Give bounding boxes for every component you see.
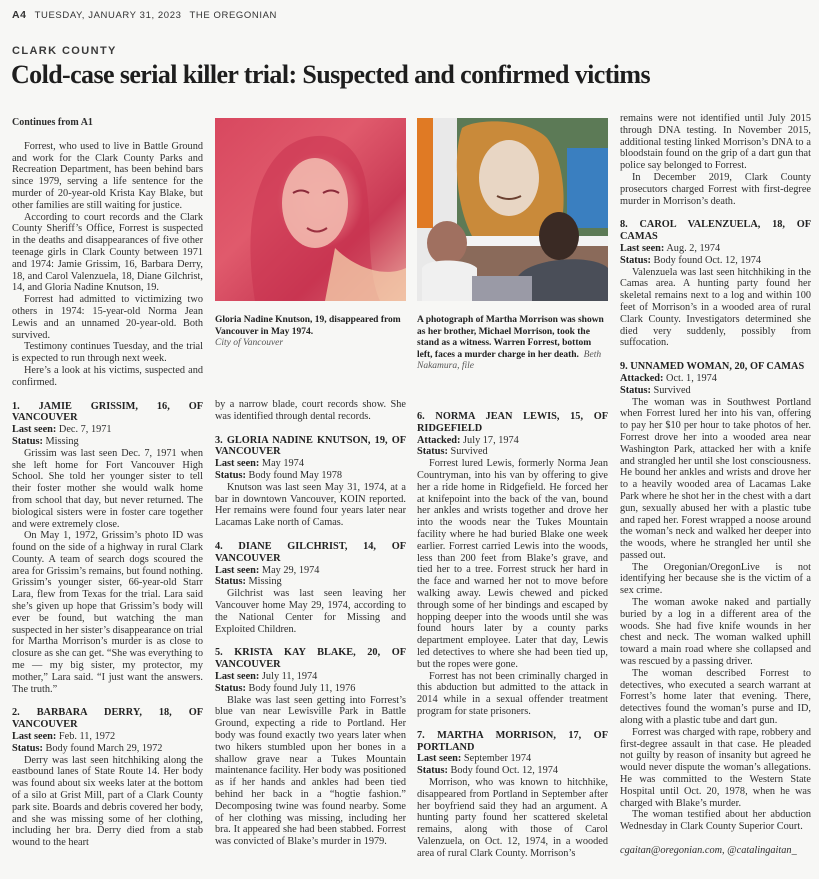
fact-label: Status: — [12, 742, 43, 754]
victim-entry — [620, 219, 811, 349]
page-number: A4 — [12, 9, 27, 21]
intro-paragraph: Testimony continues Tuesday, and the trial is expected to run through next week. — [12, 341, 203, 365]
headline: Cold-case serial killer trial: Suspected and confirmed victims — [11, 60, 650, 89]
victim-paragraph-continued: by a narrow blade, court records show. She was identified through dental records. — [215, 399, 406, 422]
victim-fact — [417, 435, 608, 447]
victim-heading: 1. JAMIE GRISSIM, 16, OF VANCOUVER — [12, 400, 203, 424]
article-column-4 — [620, 113, 811, 857]
article-column-2 — [215, 399, 406, 848]
fact-label: Attacked: — [417, 434, 461, 446]
victim-heading: 7. MARTHA MORRISON, 17, OF PORTLAND — [417, 729, 608, 753]
fact-value: Survived — [450, 446, 488, 458]
victim-entry — [12, 401, 203, 696]
fact-label: Status: — [417, 765, 448, 777]
intro-paragraph: According to court records and the Clark County Sheriff’s Office, Forrest is suspected in the deaths and disappearances of five other teenage girls in Clark County between 1971 and 1974: Jamie Grissim, 16, Barbara Derry, 18, and Carol Valenzuela, 18, Diane Gilchrist, 14, and Gloria Nadine Knutson, 19. — [12, 211, 203, 294]
fact-value: July 11, 1974 — [261, 670, 318, 682]
intro-paragraph: Here’s a look at his victims, suspected and confirmed. — [12, 364, 203, 388]
fact-value: Body found Oct. 12, 1974 — [653, 254, 762, 266]
victim-paragraph: Forrest has not been criminally charged in this abduction but admitted to the attack in 2014 while in a sexual offender treatment program for state prisoners. — [417, 670, 608, 717]
fact-value: Body found May 1978 — [248, 469, 343, 481]
fact-label: Last seen: — [417, 753, 462, 765]
fact-label: Last seen: — [215, 670, 260, 682]
fact-value: Aug. 2, 1974 — [666, 242, 721, 254]
article-column-1 — [12, 117, 203, 849]
victim-status — [417, 446, 608, 458]
victim-entry — [215, 541, 406, 635]
victim-fact — [620, 373, 811, 385]
victim-heading: 4. DIANE GILCHRIST, 14, OF VANCOUVER — [215, 540, 406, 564]
fact-label: Status: — [215, 576, 246, 588]
fact-label: Attacked: — [620, 372, 664, 384]
victim-status — [12, 743, 203, 755]
victim-heading: 9. UNNAMED WOMAN, 20, OF CAMAS — [620, 361, 805, 373]
victim-paragraph: In December 2019, Clark County prosecutors charged Forrest with first-degree murder in Morrison’s death. — [620, 171, 811, 207]
courtroom-illustration — [417, 118, 608, 301]
fact-value: September 1974 — [463, 753, 532, 765]
page-folio — [12, 9, 277, 21]
author-contact[interactable]: cgaitan@oregonian.com, @catalingaitan_ — [620, 845, 797, 857]
victim-paragraph: Knutson was last seen May 31, 1974, at a bar in downtown Vancouver, KOIN reported. Her remains were found four years later near Lacamas Lake north of Camas. — [215, 481, 406, 529]
fact-value: Oct. 1, 1974 — [666, 372, 717, 384]
victim-heading: 6. NORMA JEAN LEWIS, 15, OF RIDGEFIELD — [417, 411, 608, 434]
fact-value: Survived — [653, 384, 691, 396]
fact-value: Body found Oct. 12, 1974 — [450, 765, 559, 777]
victim-paragraph: Derry was last seen hitchhiking along the eastbound lanes of State Route 14. Her body was found about six weeks later at the bottom of a silo at Grist Mill, part of a Clark County park site. Boards and debris covered her body, and she was missing some of her clothing, including her bra. Derry died from a stab wound to the heart — [12, 754, 203, 849]
fact-label: Status: — [215, 469, 246, 481]
article-column-3 — [417, 399, 608, 859]
intro-paragraph: Forrest had admitted to victimizing two others in 1974: 15-year-old Norma Jean Lewis and an unnamed 20-year-old. Both survived. — [12, 294, 203, 341]
victim-paragraph: The Oregonian/OregonLive is not identifying her because she is the victim of a sex crime. — [620, 561, 811, 597]
fact-label: Status: — [620, 384, 651, 396]
victim-heading: 5. KRISTA KAY BLAKE, 20, OF VANCOUVER — [215, 647, 406, 671]
victim-paragraph: Forrest lured Lewis, formerly Norma Jean Countryman, into his van by offering to give her a ride home in Ridgefield. He forced her at knifepoint into the back of the van, bound her ankles and wrists together and drove her into the woods near the Tukes Mountain facility where he had buried Blake one week earlier. Forrest carried Lewis into the woods, less than 200 feet from Blake’s grave, and tied her to a tree. Forrest struck her hard in the face and warned her not to move before walking away. Lewis chewed and picked through some of her bindings and escaped by hopping deeper into the woods until she was found hours later by a county parks department employee. Later that day, Lewis led detectives to where she had been tied up, but the ropes were gone. — [417, 458, 608, 670]
fact-value: Dec. 7, 1971 — [58, 424, 112, 436]
fact-label: Last seen: — [12, 731, 57, 743]
victim-heading: 2. BARBARA DERRY, 18, OF VANCOUVER — [12, 707, 203, 731]
publication-date: TUESDAY, JANUARY 31, 2023 — [34, 10, 182, 21]
fact-label: Status: — [417, 446, 448, 458]
photo-courtroom-martha-morrison — [417, 118, 608, 301]
fact-value: May 29, 1974 — [261, 564, 320, 576]
victim-paragraph: Morrison, who was known to hitchhike, disappeared from Portland in September after her boyfriend said they had an argument. A hunting party found her scattered skeletal remains, along with those of Carol Valenzuela, on Oct. 12, 1974, in a wooded area of rural Clark County. Morrison’s — [417, 776, 608, 859]
fact-value: Body found March 29, 1972 — [45, 742, 163, 754]
victim-entry — [417, 730, 608, 860]
victim-entry — [12, 707, 203, 849]
victim-heading: 8. CAROL VALENZUELA, 18, OF CAMAS — [620, 219, 811, 243]
publication-name: THE OREGONIAN — [189, 10, 277, 21]
victim-fact — [215, 565, 406, 577]
fact-label: Status: — [620, 254, 651, 266]
victim-status — [215, 683, 406, 695]
victim-status — [620, 255, 811, 267]
fact-value: Missing — [45, 435, 79, 447]
caption-text: A photograph of Martha Morrison was shown as her brother, Michael Morrison, took the stand as a witness. Warren Forrest, bottom left, faces a murder charge in her death. — [417, 315, 604, 360]
victim-status — [12, 436, 203, 448]
victim-fact — [620, 243, 811, 255]
photo-gloria-knutson — [215, 118, 406, 301]
portrait-illustration — [215, 118, 406, 301]
victim-fact — [215, 671, 406, 683]
photo-caption-1 — [215, 315, 406, 350]
victim-status — [215, 470, 406, 482]
victim-paragraph: Forrest was charged with rape, robbery and first-degree assault in that case. He pleaded not guilty by reason of insanity but agreed he would never dispute the woman’s allegations. He was committed to the Western State Hospital until Oct. 20, 1978, when he was charged with Blake’s murder. — [620, 726, 811, 809]
fact-value: Body found July 11, 1976 — [248, 682, 356, 694]
victim-status — [417, 765, 608, 777]
victim-entry — [215, 647, 406, 848]
continuation-note: Continues from A1 — [12, 117, 93, 128]
fact-label: Last seen: — [215, 564, 260, 576]
fact-label: Status: — [215, 682, 246, 694]
victim-paragraph: The woman described Forrest to detectives, who executed a search warrant at Forrest’s home later that evening. There, detectives found the woman’s purse and ID, along with a plastic tube and dart gun. — [620, 667, 811, 727]
victim-paragraph: Blake was last seen getting into Forrest’s blue van near Lewisville Park in Battle Ground, expecting a ride to Portland. Her body was found exactly two years later when two hikers stumbled upon her bones in a shallow grave near a Tukes Mountain maintenance facility. Her body was positioned as if her hands and ankles had been tied behind her back in a “hogtie fashion.” Decomposing twine was found nearby. Some of her clothing was missing, including her bra. It appeared she had been stabbed. Forrest was convicted of Blake’s murder in 1979. — [215, 694, 406, 848]
victim-entry — [215, 435, 406, 529]
victim-paragraph-continued: remains were not identified until July 2015 through DNA testing. In November 2015, additional testing linked Morrison’s DNA to a bloodstain found on the grip of a dart gun that police say belonged to Forrest. — [620, 113, 811, 172]
fact-value: Feb. 11, 1972 — [58, 731, 116, 743]
victim-paragraph: Valenzuela was last seen hitchhiking in the Camas area. A hunting party found her skeletal remains next to a log and within 100 feet of Morrison’s in a wooded area of rural Clark County. Investigators determined she died very suddenly, possibly from suffocation. — [620, 266, 811, 349]
fact-label: Status: — [12, 435, 43, 447]
victim-status — [215, 576, 406, 588]
fact-label: Last seen: — [620, 242, 665, 254]
victim-status — [620, 385, 811, 397]
photo-caption-2 — [417, 315, 608, 373]
victim-fact — [417, 753, 608, 765]
fact-label: Last seen: — [12, 424, 57, 436]
victim-paragraph: Gilchrist was last seen leaving her Vancouver home May 29, 1974, according to the National Center for Missing and Exploited Children. — [215, 588, 406, 635]
victim-fact — [12, 424, 203, 436]
photo-credit: Beth Nakamura, file — [417, 349, 602, 372]
victim-entry — [417, 411, 608, 718]
fact-label: Last seen: — [215, 458, 260, 470]
fact-value: July 17, 1974 — [463, 434, 519, 446]
victim-entry — [620, 361, 811, 833]
section-kicker: CLARK COUNTY — [12, 45, 117, 57]
victim-heading: 3. GLORIA NADINE KNUTSON, 19, OF VANCOUVER — [215, 434, 406, 458]
victim-paragraph: Grissim was last seen Dec. 7, 1971 when she left home for Fort Vancouver High School. She told her younger sister to tell their foster mother she would walk home from school that day, but never returned. The biological sisters were in foster care together and were extremely close. — [12, 447, 203, 530]
victim-fact — [215, 458, 406, 470]
intro-paragraph: Forrest, who used to live in Battle Ground and work for the Clark County Parks and Recreation Department, has been behind bars since 1979, serving a life sentence for the murder of 20-year-old Krista Kay Blake, but other families are still waiting for justice. — [12, 140, 203, 211]
victim-fact — [12, 731, 203, 743]
fact-value: May 1974 — [261, 458, 304, 470]
victim-paragraph: On May 1, 1972, Grissim’s photo ID was found on the side of a highway in rural Clark County. A team of search dogs scoured the area for Grissim’s remains, but found nothing. Grissim’s younger sister, 66-year-old Starr Lara, flew from Texas for the trial. Lara said she’s given up hope that Grissim’s body will ever be found, but watching the man suspected in her sister’s disappearance on trial for Martha Morrison’s murder is as close to closure as she can get. “She was everything to me — my big sister, my protector, my mother,” Lara said. “I just want the answers. The truth.” — [12, 530, 203, 695]
victim-paragraph: The woman awoke naked and partially buried by a log in a different area of the woods. She had five knife wounds in her chest and neck. The woman walked uphill toward a main road where she collapsed and was rescued by a passing driver. — [620, 597, 811, 668]
victim-paragraph: The woman was in Southwest Portland when Forrest lured her into his van, offering to pay her $10 per hour to take photos of her. Forrest drove her into a wooded area near Washington Park, attacked her with a knife and strangled her until she lost consciousness. He bound her ankles and wrists and drove her to a heavily wooded area of Lacamas Lake Park where he shot her in the chest with a dart gun, sexually abused her with a plastic tube and raped her. Forest wrapped a noose around the woman’s neck and walked her deeper into the woods, where he strangled her until she passed out. — [620, 396, 811, 561]
victim-paragraph: The woman testified about her abduction Wednesday in Clark County Superior Court. — [620, 809, 811, 833]
fact-value: Missing — [248, 576, 282, 588]
photo-credit: City of Vancouver — [215, 338, 284, 349]
caption-text: Gloria Nadine Knutson, 19, disappeared from Vancouver in May 1974. — [215, 315, 401, 337]
